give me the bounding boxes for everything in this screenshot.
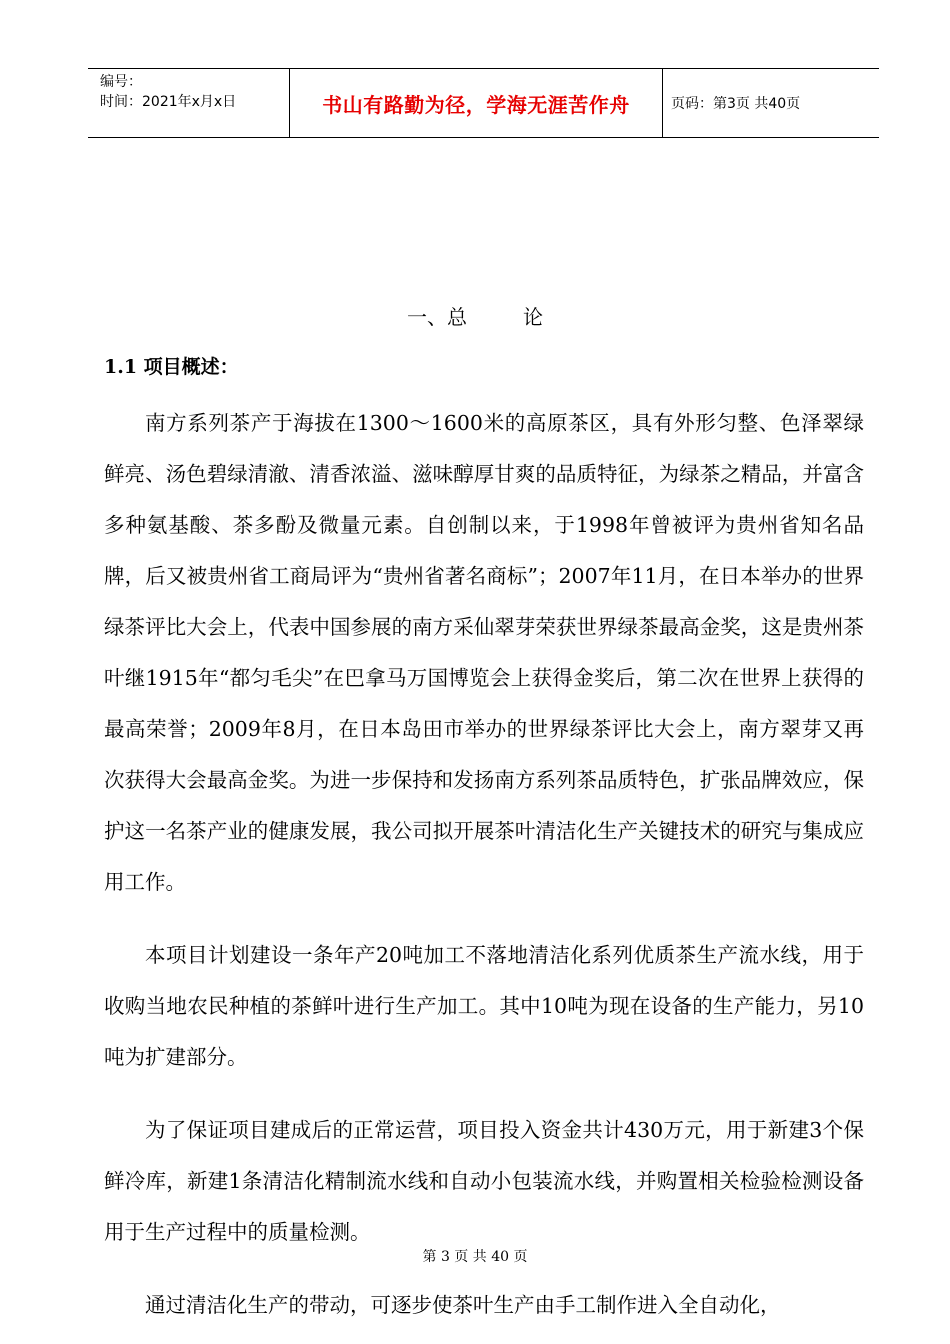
chapter-word: 论 <box>523 305 543 329</box>
paragraph: 南方系列茶产于海拔在1300～1600米的高原茶区，具有外形匀整、色泽翠绿鲜亮、汤色碧绿清澈、清香浓溢、滋味醇厚甘爽的品质特征，为绿茶之精品，并富含多种氨基酸、茶多酚及微量元素。自创制以来，于1998年曾被评为贵州省知名品牌，后又被贵州省工商局评为“贵州省著名商标”；2007年11月，在日本举办的世界绿茶评比大会上，代表中国参展的南方采仙翠芽荣获世界绿茶最高金奖，这是贵州茶叶继1915年“都匀毛尖”在巴拿马万国博览会上获得金奖后，第二次在世界上获得的最高荣誉；2009年8月，在日本岛田市举办的世界绿茶评比大会上，南方翠芽又再次获得大会最高金奖。为进一步保持和发扬南方系列茶品质特色，扩张品牌效应，保护这一名茶产业的健康发展，我公司拟开展茶叶清洁化生产关键技术的研究与集成应用工作。 <box>104 411 864 894</box>
document-number-label: 编号： <box>100 74 142 90</box>
body-text <box>104 398 864 1331</box>
paragraph: 为了保证项目建成后的正常运营，项目投入资金共计430万元，用于新建3个保鲜冷库，新建1条清洁化精制流水线和自动小包装流水线，并购置相关检验检测设备用于生产过程中的质量检测。 <box>104 1118 864 1244</box>
header-motto: 书山有路勤为径，学海无涯苦作舟 <box>290 69 663 137</box>
paragraph: 本项目计划建设一条年产20吨加工不落地清洁化系列优质茶生产流水线，用于收购当地农民种植的茶鲜叶进行生产加工。其中10吨为现在设备的生产能力，另10吨为扩建部分。 <box>104 943 864 1069</box>
header-page-number: 页码：第3页 共40页 <box>671 96 801 112</box>
page-footer: 第 3 页 共 40 页 <box>422 1249 528 1265</box>
paragraph: 通过清洁化生产的带动，可逐步使茶叶生产由手工制作进入全自动化， <box>145 1293 781 1317</box>
chapter-title <box>0 302 950 332</box>
section-heading: 1.1 项目概述： <box>104 356 239 378</box>
chapter-number: 一、总 <box>407 305 467 329</box>
header-meta-cell <box>88 69 290 137</box>
document-header <box>88 68 879 138</box>
document-time-label: 时间：2021年x月x日 <box>100 94 237 110</box>
